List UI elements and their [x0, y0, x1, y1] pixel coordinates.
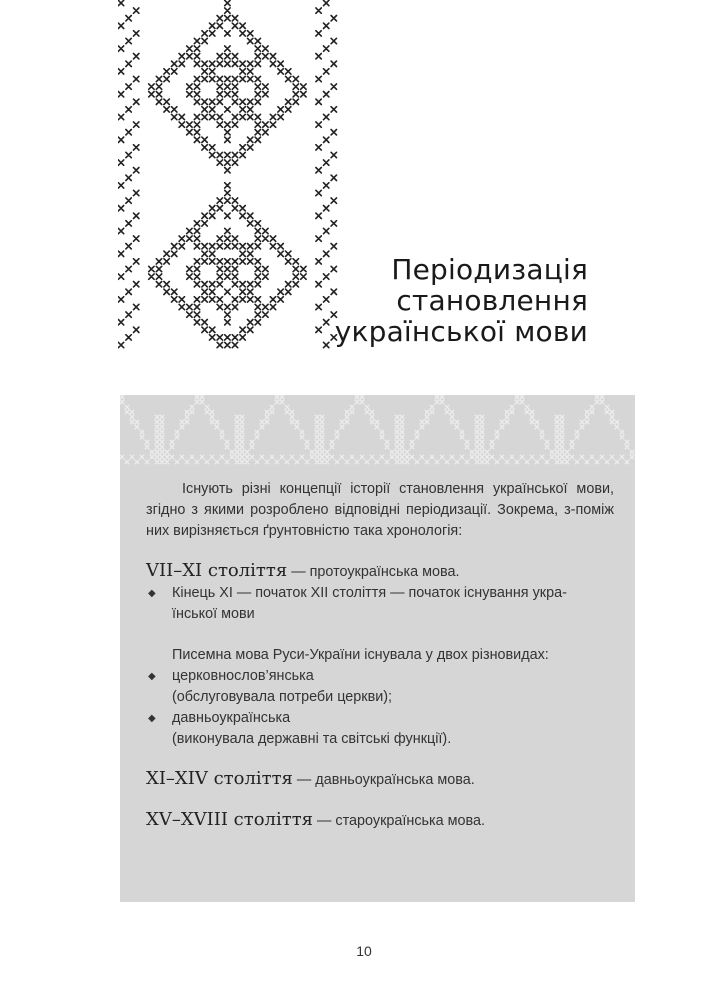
period-1-desc: — протоукраїнська мова.	[287, 564, 460, 580]
panel-content	[146, 479, 614, 832]
intro-paragraph: Існують різні концепції історії становлення української мови, згідно з якими розроблено відповідні періодизації. Зокрема, з-поміж них вирізняється ґрунтовністю така хронологія:	[146, 481, 614, 539]
variant-1-detail: (обслуговувала потреби церкви);	[172, 689, 393, 705]
period-2-label: XI–XIV століття	[146, 768, 293, 789]
bullet-line-1: Кінець XI — початок XII століття — початок існування укра-	[172, 585, 567, 601]
page-title	[335, 254, 588, 347]
bullet-line-2: їнської мови	[172, 606, 255, 622]
title-line-1: Періодизація	[391, 253, 588, 286]
variant-2-name: давньоукраїнська	[172, 710, 291, 726]
written-language-note: Писемна мова Руси-України існувала у двох різновидах:	[172, 647, 549, 663]
list-item	[146, 708, 614, 729]
period-heading-2	[146, 768, 614, 791]
period-heading-3	[146, 809, 614, 832]
chronology-panel	[120, 395, 635, 902]
period-3-label: XV–XVIII століття	[146, 809, 314, 830]
variant-2-detail: (виконувала державні та світські функції).	[172, 731, 452, 747]
period-3-desc: — староукраїнська мова.	[313, 813, 486, 829]
embroidery-band-pattern	[120, 395, 635, 465]
period-2-desc: — давньоукраїнська мова.	[292, 772, 475, 788]
variant-1-name: церковнослов’янська	[172, 668, 314, 684]
diamond-bullet-icon: ◆	[148, 713, 156, 724]
diamond-bullet-icon: ◆	[148, 588, 156, 599]
title-line-2: становлення	[396, 284, 588, 317]
title-line-3: української мови	[334, 315, 588, 348]
list-item	[146, 666, 614, 687]
period-1-label: VII–XI століття	[146, 560, 288, 581]
list-item	[146, 583, 614, 625]
page-number: 10	[356, 943, 372, 959]
diamond-bullet-icon: ◆	[148, 671, 156, 682]
period-heading-1	[146, 560, 614, 583]
cross-stitch-ornament	[118, 0, 340, 354]
